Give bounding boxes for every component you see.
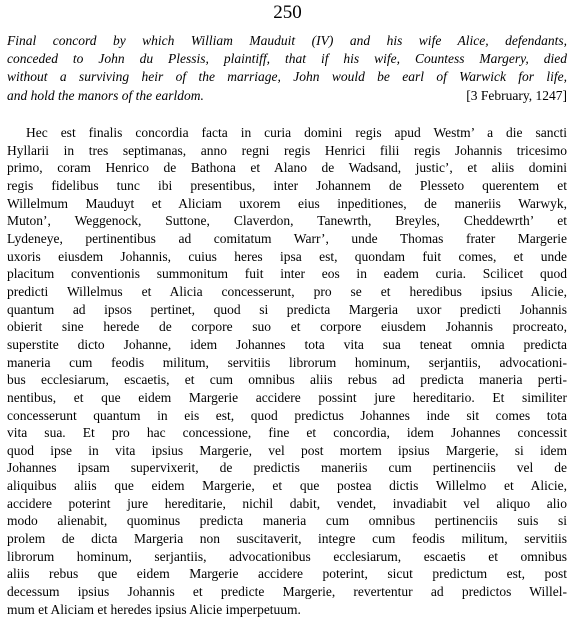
body-line: Muton’, Weggenock, Suttone, Claverdon, Tanewrth, Breyles, Cheddewrth’ et bbox=[7, 213, 567, 229]
heading-line-last bbox=[7, 87, 567, 105]
body-line: concesserunt quantum in eis est, quod predictus Johannes inde sit comes tota bbox=[7, 407, 567, 423]
heading-line-text: and hold the manors of the earldom. bbox=[7, 87, 204, 103]
body-line: Willelmum Mauduyt et Aliciam uxorem eius inpeditiones, de maneriis Warwyk, bbox=[7, 195, 567, 211]
body-line: mum et Aliciam et heredes ipsius Alicie imperpetuum. bbox=[7, 601, 301, 617]
body-line: vita sua. Et pro hac concessione, fine et concordia, idem Johannes concessit bbox=[7, 425, 567, 441]
body-line: placitum conventionis summonitum fuit inter eos in eadem curia. Scilicet quod bbox=[7, 266, 567, 282]
body-line: accidere poterint jure hereditarie, nichil dabit, vendet, invadiabit vel aliquo alio bbox=[7, 495, 567, 511]
body-line: regis fidelibus tunc ibi presentibus, inter Johannem de Plesseto querentem et bbox=[7, 177, 567, 193]
body-line: Hyllarii in tres septimanas, anno regni regis Henrici filii regis Johannis tricesimo bbox=[7, 142, 567, 158]
body-line: obierit sine herede de corpore suo et corpore eiusdem Johannis procreato, bbox=[7, 319, 567, 335]
body-line: Johannes ipsam supervixerit, de predictis maneriis cum pertinenciis vel de bbox=[7, 460, 567, 476]
body-line: quantum ad ipsos pertinet, quod si predicta Margeria uxor predicti Johannis bbox=[7, 301, 567, 317]
document-date: [3 February, 1247] bbox=[466, 87, 567, 103]
body-line: uxoris eiusdem Johannis, cuius heres ipsa est, quondam fuit comes, et unde bbox=[7, 248, 567, 264]
body-line: bus ecclesiarum, escaetis, et cum omnibus aliis rebus ad predicta maneria perti- bbox=[7, 372, 567, 388]
heading-line: conceded to John du Plessis, plaintiff, that if his wife, Countess Margery, died bbox=[7, 51, 567, 67]
body-line: Lydeneye, pertinentibus ad comitatum Warr’, unde Thomas frater Margerie bbox=[7, 230, 567, 246]
body-line: superstite dicto Johanne, idem Johannes tota vita sua teneat omnia predicta bbox=[7, 336, 567, 352]
body-line: nentibus, et que eidem Margerie accidere possint jure hereditario. Et similiter bbox=[7, 389, 567, 405]
body-line: modo alienabit, quominus predicta maneria cum omnibus pertinenciis suis si bbox=[7, 513, 567, 529]
body-line: predicti Willelmus et Alicia concesserunt, pro se et heredibus ipsius Alicie, bbox=[7, 283, 567, 299]
body-line: Hec est finalis concordia facta in curia domini regis apud Westm’ a die sancti bbox=[26, 125, 567, 140]
page-number: 250 bbox=[273, 2, 302, 23]
body-line: maneria cum feodis militum, servitiis librorum hominum, serjantiis, advocationi- bbox=[7, 354, 567, 370]
body-line: aliis rebus que eidem Margerie accidere poterint, sicut predictum est, post bbox=[7, 566, 567, 582]
body-line: aliquibus aliis que eidem Margerie, et que postea dictis Willelmo et Alicie, bbox=[7, 478, 567, 494]
body-line: quod ipse in vita ipsius Margerie, vel post mortem ipsius Margerie, si idem bbox=[7, 442, 567, 458]
body-line: primo, coram Henrico de Bathona et Alano de Wadsand, justic’, et aliis domini bbox=[7, 160, 567, 176]
heading-line: without a surviving heir of the marriage, John would be earl of Warwick for life, bbox=[7, 69, 567, 85]
document-heading bbox=[7, 32, 567, 105]
document-body bbox=[7, 124, 567, 618]
body-line: decessum ipsius Johannis et predicte Margerie, revertentur ad predictos Willel- bbox=[7, 584, 567, 600]
body-line: prolem de dicta Margeria non suscitaverit, integre cum feodis militum, servitiis bbox=[7, 531, 567, 547]
heading-line: Final concord by which William Mauduit (IV) and his wife Alice, defendants, bbox=[7, 33, 567, 48]
body-line: librorum hominum, serjantiis, advocationibus ecclesiarum, escaetis et omnibus bbox=[7, 548, 567, 564]
